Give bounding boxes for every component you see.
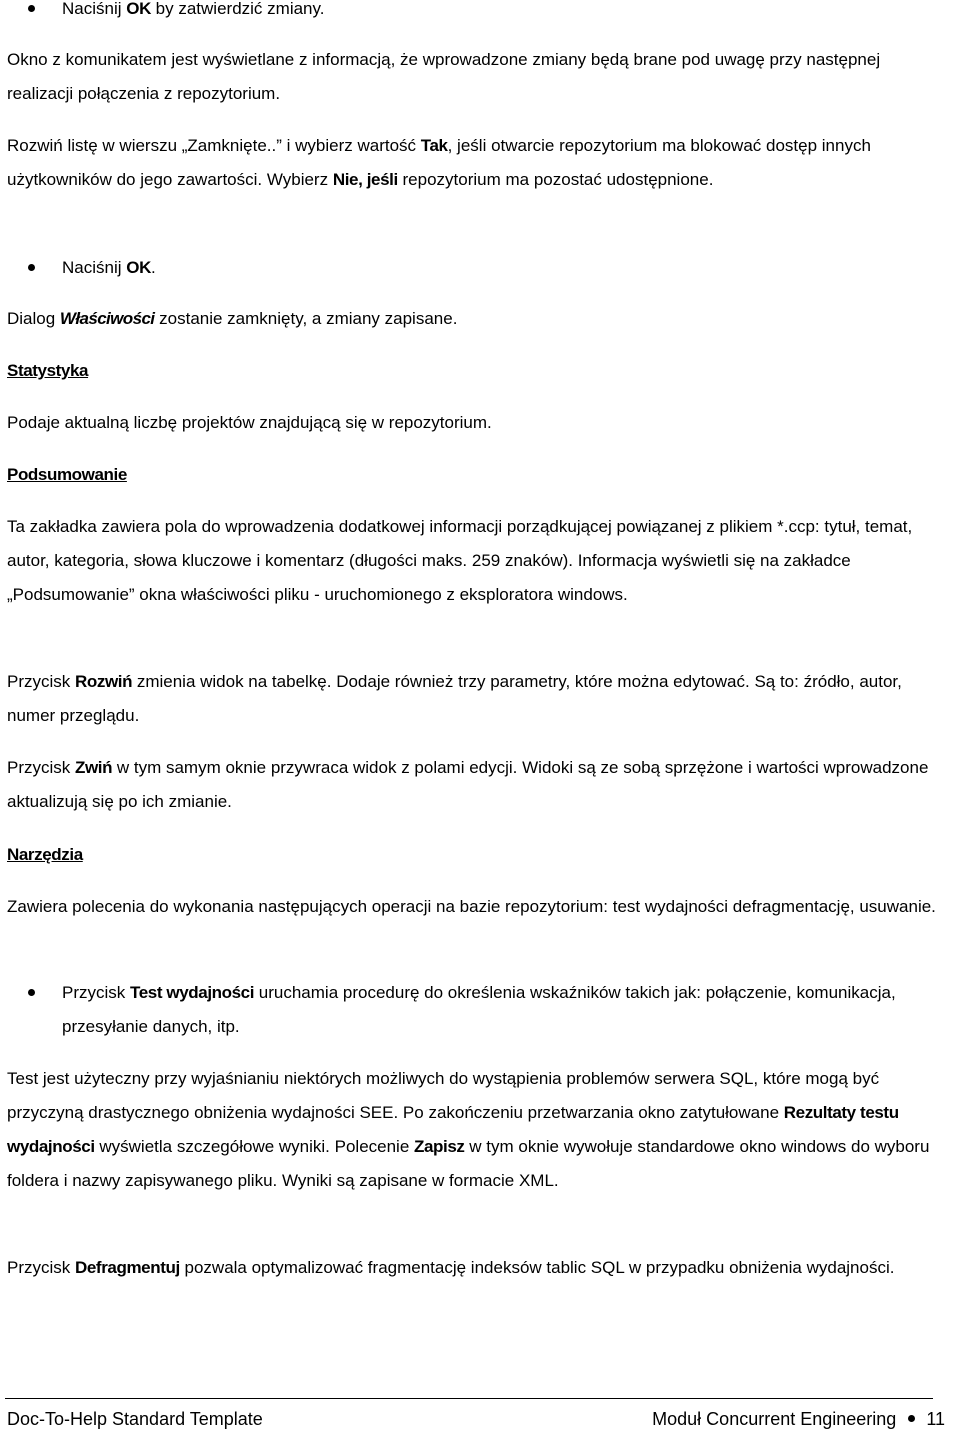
heading-statystyka: Statystyka <box>7 361 89 380</box>
bullet-dot <box>28 5 35 12</box>
paragraph-narzedzia: Zawiera polecenia do wykonania następujących operacji na bazie repozytorium: test wydajności defragmentację, usuwanie. <box>7 897 936 916</box>
heading-narzedzia: Narzędzia <box>7 845 83 864</box>
footer-bullet-dot <box>908 1415 915 1422</box>
bullet-press-ok: Naciśnij OK. <box>62 251 947 285</box>
heading-podsumowanie: Podsumowanie <box>7 465 127 484</box>
paragraph-closed-setting: Rozwiń listę w wierszu „Zamknięte..” i wybierz wartość Tak, jeśli otwarcie repozytorium ma blokować dostęp innych użytkowników do jego zawartości. Wybierz Nie, jeśli repozytorium ma pozostać udostępnione. <box>7 136 871 189</box>
paragraph-expand-button: Przycisk Rozwiń zmienia widok na tabelkę. Dodaje również trzy parametry, które można edytować. Są to: źródło, autor, numer przeglądu. <box>7 672 902 725</box>
page-footer <box>7 1404 957 1434</box>
footer-template-name: Doc-To-Help Standard Template <box>7 1409 263 1429</box>
paragraph-info-message: Okno z komunikatem jest wyświetlane z informacją, że wprowadzone zmiany będą brane pod uwagę przy następnej realizacji połączenia z repozytorium. <box>7 50 881 103</box>
bullet-dot <box>28 264 35 271</box>
paragraph-defragment: Przycisk Defragmentuj pozwala optymalizować fragmentację indeksów tablic SQL w przypadku obniżenia wydajności. <box>7 1258 895 1277</box>
page-number: 11 <box>926 1409 945 1429</box>
bullet-confirm-changes: Naciśnij OK by zatwierdzić zmiany. <box>62 0 947 26</box>
footer-right <box>652 1404 945 1434</box>
paragraph-dialog-closed: Dialog Właściwości zostanie zamknięty, a zmiany zapisane. <box>7 309 458 328</box>
footer-module-name: Moduł Concurrent Engineering <box>652 1409 897 1429</box>
paragraph-test-details: Test jest użyteczny przy wyjaśnianiu niektórych możliwych do wystąpienia problemów serwera SQL, które mogą być przyczyną drastycznego obniżenia wydajności SEE. Po zakończeniu przetwarzania okno zatytułowane Rezultaty testu wydajności wyświetla szczegółowe wyniki. Polecenie Zapisz w tym oknie wywołuje standardowe okno windows do wyboru foldera i nazwy zapisywanego pliku. Wyniki są zapisane w formacie XML. <box>7 1069 930 1190</box>
paragraph-collapse-button: Przycisk Zwiń w tym samym oknie przywraca widok z polami edycji. Widoki są ze sobą sprzężone i wartości wprowadzone aktualizują się po ich zmianie. <box>7 758 929 811</box>
footer-divider <box>5 1398 933 1399</box>
bullet-dot <box>28 989 35 996</box>
paragraph-statystyka: Podaje aktualną liczbę projektów znajdującą się w repozytorium. <box>7 413 492 432</box>
paragraph-podsumowanie: Ta zakładka zawiera pola do wprowadzenia dodatkowej informacji porządkującej powiązanej z plikiem *.ccp: tytuł, temat, autor, kategoria, słowa kluczowe i komentarz (długości maks. 259 znaków). Informacja wyświetli się na zakładce „Podsumowanie” okna właściwości pliku - uruchomionego z eksploratora windows. <box>7 517 913 604</box>
bullet-performance-test: Przycisk Test wydajności uruchamia procedurę do określenia wskaźników takich jak: połączenie, komunikacja, przesyłanie danych, itp. <box>62 976 947 1044</box>
